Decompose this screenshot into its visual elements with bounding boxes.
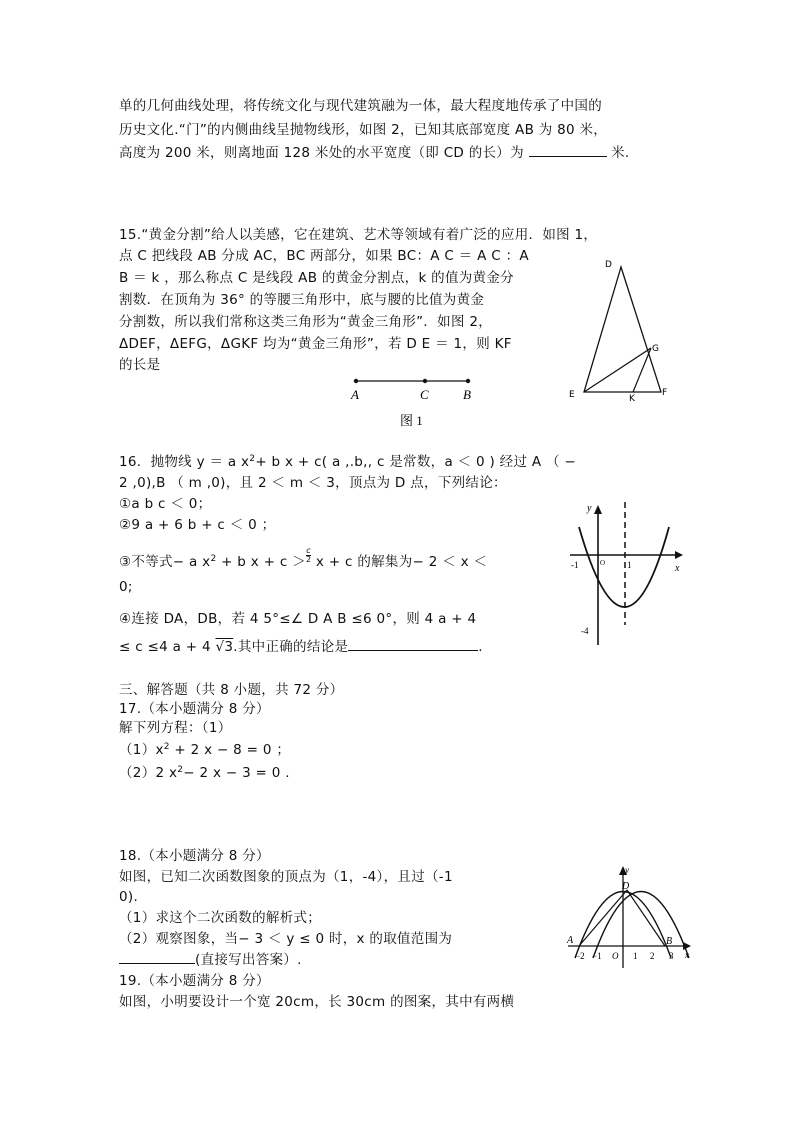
tick-3-18: 3 bbox=[669, 951, 674, 961]
axis-x-label-18: x bbox=[685, 950, 689, 960]
figure-1-caption: 图 1 bbox=[400, 413, 423, 428]
p16-c3b: + b x + c ＞ bbox=[216, 554, 306, 570]
q18-line-2: 0). bbox=[119, 889, 139, 905]
axis-y-label-18: y bbox=[625, 865, 629, 875]
p16-line-1 bbox=[119, 453, 576, 471]
q17-2a: （2）2 x bbox=[119, 765, 178, 781]
p15-line-2: 点 C 把线段 AB 分成 AC，BC 两部分，如果 BC：A C ＝ A C ：A bbox=[119, 248, 529, 264]
origin-label-18: O bbox=[612, 951, 619, 961]
point-a bbox=[354, 379, 358, 383]
p16-c3a: ③不等式− a x bbox=[119, 554, 211, 570]
p16-c4c: .其中正确的结论是 bbox=[233, 639, 349, 655]
q17-2-sup: 2 bbox=[177, 765, 184, 775]
p16-conclusion-4-cont bbox=[119, 638, 483, 656]
p16-line-1b: + b x + c( a ,.b,, c 是常数，a ＜ 0 ) 经过 A （ − bbox=[255, 454, 576, 470]
label-k: K bbox=[629, 394, 635, 404]
tick-1-18: 1 bbox=[633, 951, 638, 961]
p14-line-2: 历史文化.“门”的内侧曲线呈抛物线形，如图 2，已知其底部宽度 AB 为 80 米， bbox=[119, 122, 608, 138]
tick-2-18: 2 bbox=[650, 951, 655, 961]
point-b bbox=[466, 379, 470, 383]
origin-label: O bbox=[600, 559, 606, 567]
p16-c4b: ≤ c ≤4 a + 4 bbox=[119, 639, 211, 655]
label-d-18: D bbox=[622, 881, 630, 892]
p16-c4-end: . bbox=[478, 639, 483, 655]
parabola-graph-16 bbox=[565, 497, 690, 647]
q19-heading: 19.（本小题满分 8 分） bbox=[119, 973, 270, 989]
sqrt-3: √3 bbox=[215, 639, 234, 655]
p16-conclusion-2: ②9 a + 6 b + c ＜ 0 ； bbox=[119, 517, 276, 533]
label-b: B bbox=[463, 387, 471, 402]
p15-line-7: 的长是 bbox=[119, 357, 161, 373]
answer-blank-18[interactable] bbox=[119, 951, 195, 964]
p16-conclusion-3-cont: 0; bbox=[119, 579, 133, 595]
label-b-18: B bbox=[666, 936, 673, 947]
p14-line-3-text: 高度为 200 米，则离地面 128 米处的水平宽度（即 CD 的长）为 bbox=[119, 145, 524, 161]
label-e: E bbox=[569, 390, 575, 400]
p15-line-6: ΔDEF，ΔEFG，ΔGKF 均为“黄金三角形”，若 D E ＝ 1，则 KF bbox=[119, 336, 512, 352]
label-a: A bbox=[351, 387, 359, 402]
p16-conclusion-3 bbox=[119, 547, 487, 571]
p16-conclusion-4: ④连接 DA，DB，若 4 5°≤∠ D A B ≤6 0°，则 4 a + 4 bbox=[119, 611, 477, 627]
tick-neg2-18: −2 bbox=[575, 951, 585, 961]
parabola-graph-18 bbox=[565, 860, 700, 975]
q19-line-1: 如图，小明要设计一个宽 20cm，长 30cm 的图案，其中有两横 bbox=[119, 994, 515, 1010]
p16-line-1a: 16．抛物线 y ＝ a x bbox=[119, 454, 250, 470]
label-d: D bbox=[605, 260, 612, 270]
q17-heading: 17.（本小题满分 8 分） bbox=[119, 701, 270, 717]
answer-blank-14[interactable] bbox=[529, 144, 607, 157]
p15-line-1: 15.“黄金分割”给人以美感，它在建筑、艺术等领域有着广泛的应用．如图 1， bbox=[119, 227, 598, 243]
label-f: F bbox=[662, 388, 668, 398]
tick-1: 1 bbox=[627, 560, 632, 570]
p15-line-5: 分割数，所以我们常称这类三角形为“黄金三角形”．如图 2， bbox=[119, 314, 493, 330]
point-c bbox=[423, 379, 427, 383]
p16-line-2: 2 ,0),B （ m ,0)，且 2 ＜ m ＜ 3，顶点为 D 点，下列结论： bbox=[119, 475, 507, 491]
p14-line-3 bbox=[119, 144, 630, 162]
q17-1-sup: 2 bbox=[163, 742, 170, 752]
q18-line-1: 如图，已知二次函数图象的顶点为（1，-4），且过（-1 bbox=[119, 869, 453, 885]
figure-2-golden-triangles bbox=[565, 255, 675, 405]
q17-1a: （1）x bbox=[119, 742, 164, 758]
frac-den: 2 bbox=[305, 555, 312, 564]
answer-blank-16[interactable] bbox=[348, 638, 478, 651]
p15-line-3: B ＝ k ，那么称点 C 是线段 AB 的黄金分割点，k 的值为黄金分 bbox=[119, 270, 514, 286]
tick-neg1-18: −1 bbox=[592, 951, 602, 961]
frac-num: c bbox=[306, 546, 311, 555]
p14-line-3-end: 米. bbox=[611, 145, 630, 161]
label-c: C bbox=[420, 387, 429, 402]
tick-neg1: -1 bbox=[571, 560, 579, 570]
q17-equation-2 bbox=[119, 764, 290, 782]
p15-line-4: 割数．在顶角为 36° 的等腰三角形中，底与腰的比值为黄金 bbox=[119, 292, 485, 308]
q18-part-2: （2）观察图象，当− 3 ＜ y ≤ 0 时，x 的取值范围为 bbox=[119, 931, 453, 947]
p16-c3c: x + c 的解集为− 2 ＜ x ＜ bbox=[311, 554, 488, 570]
q18-part-1: （1）求这个二次函数的解析式； bbox=[119, 910, 322, 926]
figure-1-segment bbox=[340, 370, 490, 430]
section-3-title: 三、解答题（共 8 小题，共 72 分） bbox=[119, 682, 344, 698]
q18-3: (直接写出答案）. bbox=[195, 952, 302, 968]
q17-intro: 解下列方程：（1） bbox=[119, 720, 232, 736]
p16-c3-sup: 2 bbox=[210, 554, 217, 564]
q17-equation-1 bbox=[119, 741, 290, 759]
q18-part-2-cont bbox=[119, 951, 302, 969]
p14-line-1: 单的几何曲线处理，将传统文化与现代建筑融为一体，最大程度地传承了中国的 bbox=[119, 98, 602, 114]
tick-neg4: -4 bbox=[581, 626, 589, 636]
q17-1b: + 2 x − 8 = 0 ； bbox=[169, 742, 291, 758]
p16-conclusion-1: ①a b c ＜ 0； bbox=[119, 496, 212, 512]
q18-heading: 18.（本小题满分 8 分） bbox=[119, 848, 270, 864]
axis-y-label: y bbox=[587, 503, 592, 514]
label-g: G bbox=[652, 344, 659, 354]
q17-2b: − 2 x − 3 = 0 . bbox=[183, 765, 290, 781]
label-a-18: A bbox=[567, 935, 574, 946]
axis-x-label: x bbox=[675, 563, 680, 574]
p16-sup: 2 bbox=[249, 454, 256, 464]
